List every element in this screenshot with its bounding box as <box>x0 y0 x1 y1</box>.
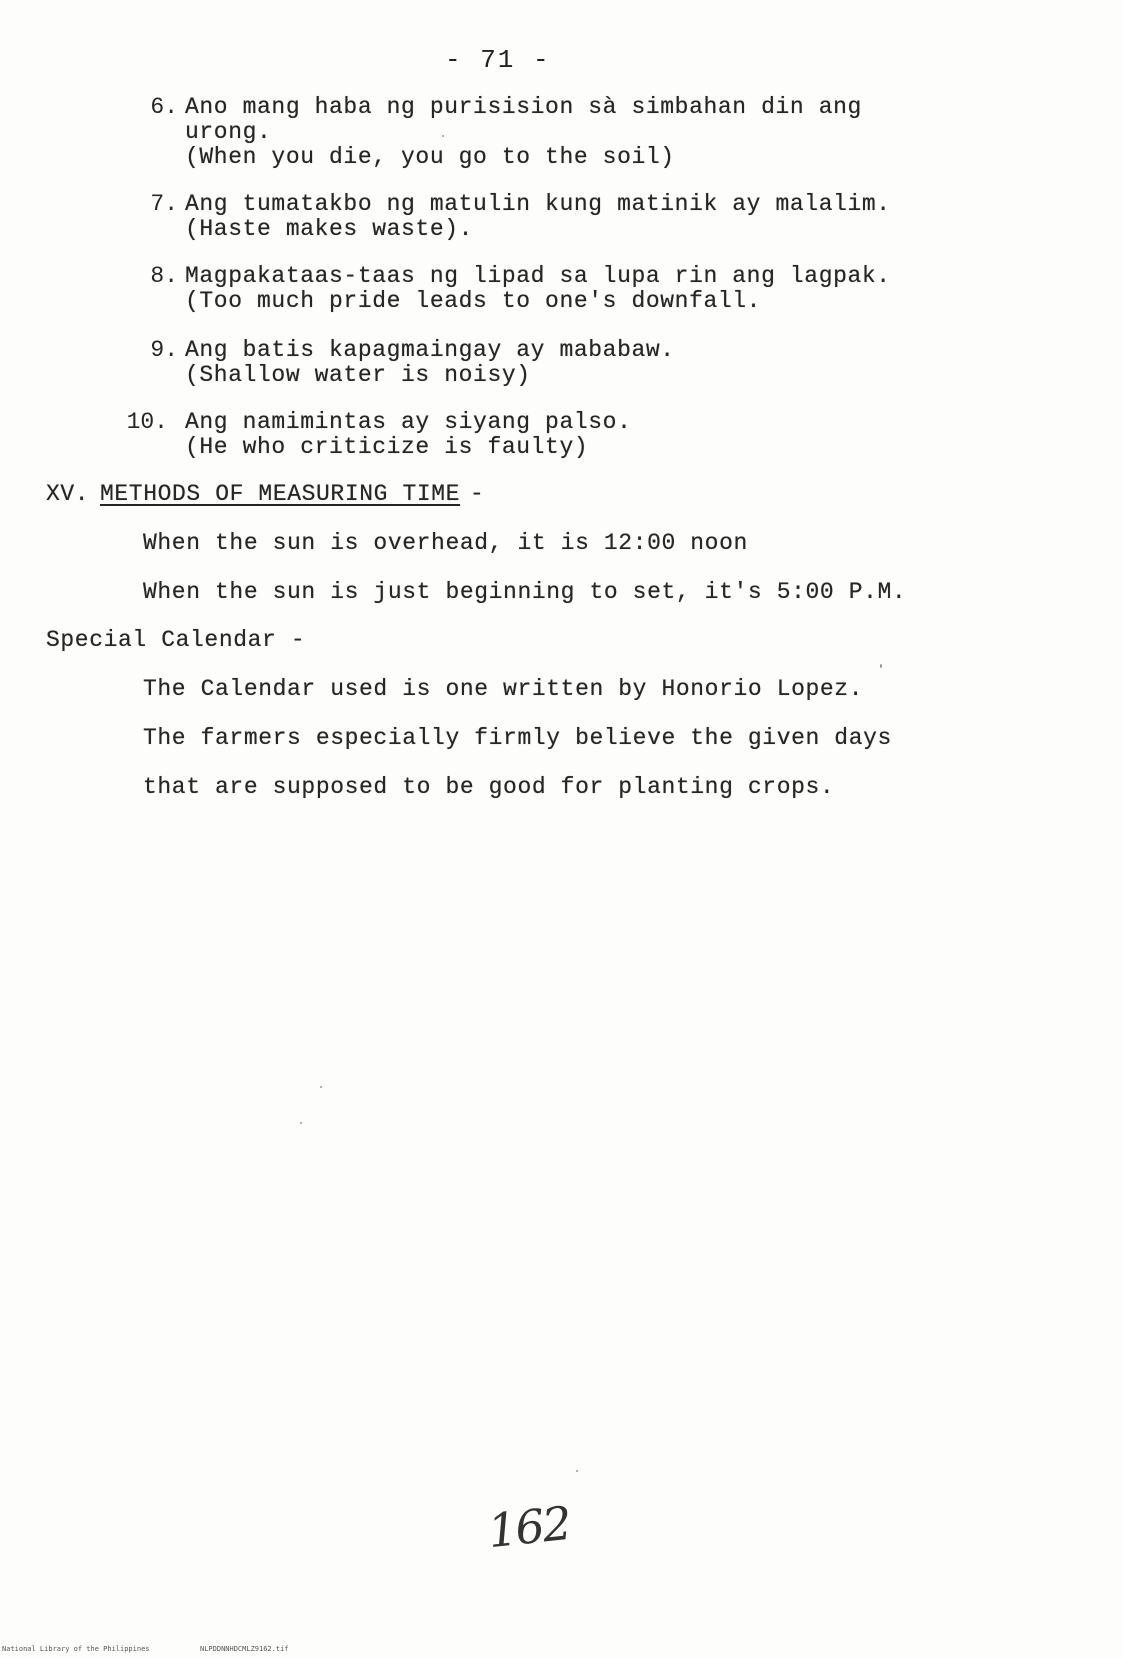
proverb-10-number: 10. <box>126 409 168 435</box>
section-xv-title: METHODS OF MEASURING TIME <box>100 481 461 507</box>
scan-speck <box>880 664 882 668</box>
proverb-9-english: (Shallow water is noisy) <box>185 362 531 388</box>
scan-speck <box>442 135 444 137</box>
proverb-7-english: (Haste makes waste). <box>185 216 474 242</box>
section-xv-dash: - <box>470 481 485 507</box>
calendar-line-1: The Calendar used is one written by Honorio Lopez. <box>143 676 864 702</box>
calendar-line-3: that are supposed to be good for planting crops. <box>143 774 835 800</box>
footer-file-id: NLPDDNNHDCMLZ9162.tif <box>200 1645 289 1653</box>
page-number: - 71 - <box>445 45 551 75</box>
proverb-9-tagalog: Ang batis kapagmaingay ay mababaw. <box>185 337 675 363</box>
proverb-6-tagalog: Ano mang haba ng purisision sà simbahan din ang <box>185 94 862 120</box>
proverb-7-tagalog: Ang tumatakbo ng matulin kung matinik ay malalim. <box>185 191 891 217</box>
proverb-6-number: 6. <box>150 94 178 120</box>
proverb-6-tagalog-cont: urong. <box>185 119 272 145</box>
calendar-line-2: The farmers especially firmly believe the given days <box>143 725 892 751</box>
proverb-7-number: 7. <box>150 191 178 217</box>
time-line-noon: When the sun is overhead, it is 12:00 noon <box>143 530 748 556</box>
proverb-8-number: 8. <box>150 263 178 289</box>
proverb-8-english: (Too much pride leads to one's downfall. <box>185 288 762 314</box>
footer-library: National Library of the Philippines <box>2 1645 150 1653</box>
scan-speck <box>320 1086 322 1088</box>
proverb-10-tagalog: Ang namimintas ay siyang palso. <box>185 409 632 435</box>
special-calendar-heading: Special Calendar - <box>46 627 306 653</box>
handwritten-page-number: 162 <box>485 1495 573 1559</box>
scan-speck <box>300 1122 302 1124</box>
proverb-10-english: (He who criticize is faulty) <box>185 434 589 460</box>
section-xv-numeral: XV. <box>46 481 90 507</box>
proverb-8-tagalog: Magpakataas-taas ng lipad sa lupa rin ang lagpak. <box>185 263 891 289</box>
proverb-9-number: 9. <box>150 337 178 363</box>
proverb-6-english: (When you die, you go to the soil) <box>185 144 675 170</box>
scan-speck <box>576 1470 578 1472</box>
time-line-sunset: When the sun is just beginning to set, it's 5:00 P.M. <box>143 579 907 605</box>
